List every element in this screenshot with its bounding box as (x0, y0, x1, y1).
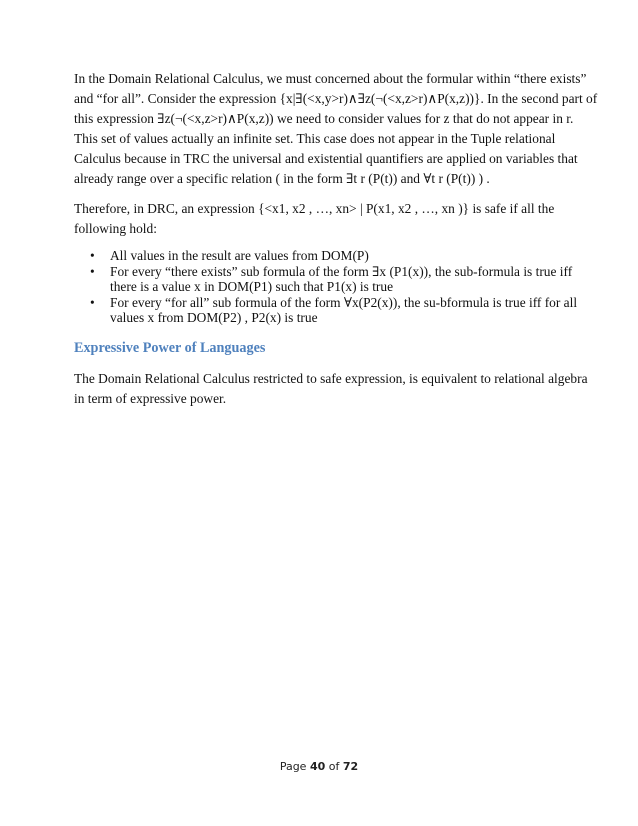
list-item (74, 264, 574, 295)
paragraph-line: this expression ∃z(¬(<x,z>r)∧P(x,z)) we need to consider values for z that do not appear in r. (74, 111, 574, 126)
paragraph-line: in term of expressive power. (74, 390, 227, 406)
bullet-icon: • (90, 294, 95, 310)
page-content (74, 69, 598, 409)
paragraph-expressive-power (74, 369, 588, 409)
paragraph-line: already range over a specific relation ( in the form ∃t r (P(t)) and ∀t r (P(t)) ) . (74, 171, 490, 186)
paragraph-line: and “for all”. Consider the expression {x|∃(<x,y>r)∧∃z(¬(<x,z>r)∧P(x,z))}. In the second part of (74, 91, 598, 106)
bullet-icon: • (90, 263, 95, 279)
safety-conditions-list (74, 248, 578, 326)
page-footer (0, 760, 638, 773)
paragraph-line: In the Domain Relational Calculus, we must concerned about the formular within “there exists” (74, 71, 587, 86)
list-item-text: For every “for all” sub formula of the form ∀x(P2(x)), the su-bformula is true iff for all (110, 294, 578, 310)
list-item-text: For every “there exists” sub formula of the form ∃x (P1(x)), the sub-formula is true iff (110, 263, 573, 279)
paragraph-line: Therefore, in DRC, an expression {<x1, x2 , …, xn> | P(x1, x2 , …, xn )} is safe if all the (74, 201, 555, 216)
list-item (74, 294, 578, 326)
paragraph-line: following hold: (74, 221, 157, 236)
paragraph-line: The Domain Relational Calculus restricted to safe expression, is equivalent to relational algebra (74, 370, 588, 386)
total-page-count: 72 (342, 760, 359, 773)
section-heading: Expressive Power of Languages (74, 339, 266, 356)
page-number-prefix: Page (279, 760, 310, 773)
list-item-text: All values in the result are values from DOM(P) (110, 248, 369, 263)
list-item-text: values x from DOM(P2) , P2(x) is true (110, 310, 318, 325)
paragraph-safe-expression (74, 199, 574, 239)
list-item (74, 248, 574, 264)
bullet-icon: • (90, 248, 95, 263)
page-number-separator: of (325, 760, 343, 773)
paragraph-drc-safety-intro (74, 69, 598, 189)
current-page-number: 40 (309, 760, 326, 773)
paragraph-line: Calculus because in TRC the universal and existential quantifiers are applied on variables that (74, 151, 578, 166)
paragraph-line: This set of values actually an infinite set. This case does not appear in the Tuple relational (74, 131, 556, 146)
list-item-text: there is a value x in DOM(P1) such that P1(x) is true (110, 279, 394, 294)
